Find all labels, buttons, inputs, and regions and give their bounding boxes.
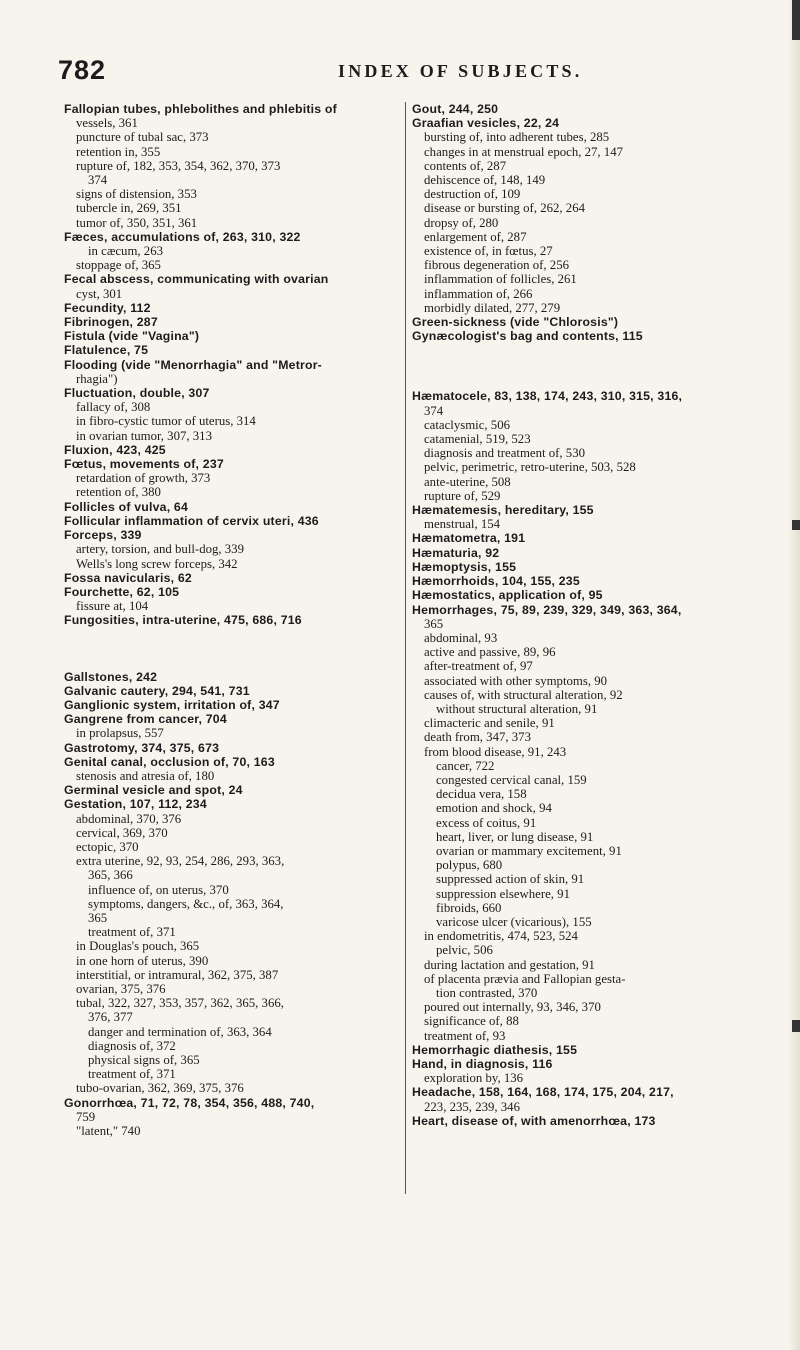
index-entry: Gout, 244, 250 [412,102,499,116]
index-entry: Fallopian tubes, phlebolithes and phlebitis of [64,102,337,116]
index-entry: Heart, disease of, with amenorrhœa, 173 [412,1113,656,1128]
index-entry: Green-sickness (vide "Chlorosis") [412,315,619,330]
binding-shadow [792,520,800,530]
index-subentry: associated with other symptoms, 90 [424,673,608,688]
index-subentry: tion contrasted, 370 [436,985,538,1000]
index-entry: Flooding (vide "Menorrhagia" and "Metror- [64,357,322,372]
index-subentry: climacteric and senile, 91 [424,716,555,731]
index-subentry: changes in at menstrual epoch, 27, 147 [424,144,624,159]
index-subentry: in prolapsus, 557 [76,726,164,741]
index-subentry: Wells's long screw forceps, 342 [76,556,238,571]
binding-shadow [792,1020,800,1032]
index-entry: Fossa navicularis, 62 [64,570,192,585]
index-subentry: inflammation of follicles, 261 [424,272,577,287]
running-title: INDEX OF SUBJECTS. [338,61,583,81]
index-entry: Follicles of vulva, 64 [64,499,189,514]
index-subentry: cataclysmic, 506 [424,417,510,432]
index-subentry: "latent," 740 [76,1124,141,1139]
index-entry: Fæces, accumulations of, 263, 310, 322 [64,229,301,244]
index-subentry: 376, 377 [88,1010,133,1025]
index-entry: Fluxion, 423, 425 [64,442,166,457]
index-subentry: polypus, 680 [436,858,503,873]
index-entry: Headache, 158, 164, 168, 174, 175, 204, 217, [412,1085,674,1100]
index-subentry: bursting of, into adherent tubes, 285 [424,130,610,145]
index-subentry: cervical, 369, 370 [76,825,168,840]
index-subentry: symptoms, dangers, &c., of, 363, 364, [88,896,284,911]
index-subentry: active and passive, 89, 96 [424,645,556,660]
index-subentry: fibroids, 660 [436,900,502,915]
index-entry: Hæmatocele, 83, 138, 174, 243, 310, 315, 316, [412,389,683,404]
index-subentry: in ovarian tumor, 307, 313 [76,428,212,443]
index-subentry: ectopic, 370 [76,839,139,854]
index-subentry: abdominal, 370, 376 [76,811,182,826]
index-subentry: in fibro-cystic tumor of uterus, 314 [76,414,256,429]
index-subentry: tumor of, 350, 351, 361 [76,215,198,230]
section-gap [412,343,764,389]
index-subentry: in one horn of uterus, 390 [76,953,209,968]
index-subentry: 365, 366 [88,868,133,883]
binding-shadow [792,0,800,40]
index-subentry: death from, 347, 373 [424,730,531,745]
index-subentry: diagnosis and treatment of, 530 [424,446,585,461]
index-subentry: diagnosis of, 372 [88,1038,176,1053]
index-subentry: ovarian or mammary excitement, 91 [436,843,622,858]
index-subentry: inflammation of, 266 [424,286,533,301]
index-subentry: 365 [424,616,444,631]
index-entry: Gonorrhœa, 71, 72, 78, 354, 356, 488, 740, [64,1095,315,1110]
index-subentry: extra uterine, 92, 93, 254, 286, 293, 363, [76,854,285,869]
page-header [55,55,755,95]
index-entry: Gallstones, 242 [64,669,158,684]
index-subentry: during lactation and gestation, 91 [424,957,595,972]
index-subentry: enlargement of, 287 [424,229,527,244]
index-subentry: rupture of, 529 [424,488,501,503]
index-subentry: cancer, 722 [436,758,495,773]
index-entry: Gestation, 107, 112, 234 [64,797,207,812]
index-subentry: 223, 235, 239, 346 [424,1099,520,1114]
section-gap [64,628,404,670]
index-entry: Hæmatemesis, hereditary, 155 [412,503,594,518]
index-subentry: heart, liver, or lung disease, 91 [436,829,594,844]
index-subentry: suppressed action of skin, 91 [436,872,585,887]
index-subentry: varicose ulcer (vicarious), 155 [436,914,592,929]
index-subentry: danger and termination of, 363, 364 [88,1024,272,1039]
index-subentry: rupture of, 182, 353, 354, 362, 370, 373 [76,158,281,173]
index-subentry: destruction of, 109 [424,187,521,202]
index-entry: Gangrene from cancer, 704 [64,712,227,727]
index-entry: Fungosities, intra-uterine, 475, 686, 716 [64,613,302,628]
index-subentry: treatment of, 371 [88,1067,176,1082]
index-entry: Hæmatometra, 191 [412,531,526,546]
index-subentry: retention in, 355 [76,144,161,159]
index-entry: Hemorrhagic diathesis, 155 [412,1042,578,1057]
index-entry: Hæmaturia, 92 [412,545,500,560]
index-subentry: excess of coitus, 91 [436,815,537,830]
index-subentry: tubal, 322, 327, 353, 357, 362, 365, 366, [76,996,284,1011]
index-subentry: treatment of, 371 [88,925,176,940]
index-subentry: morbidly dilated, 277, 279 [424,300,561,315]
index-subentry: abdominal, 93 [424,630,498,645]
page-binding-edge [790,0,800,1350]
index-subentry: 374 [88,173,108,188]
index-entry: Hemorrhages, 75, 89, 239, 329, 349, 363, 364, [412,602,682,617]
index-subentry: from blood disease, 91, 243 [424,744,567,759]
index-subentry: decidua vera, 158 [436,787,527,802]
index-subentry: in Douglas's pouch, 365 [76,939,200,954]
index-subentry: puncture of tubal sac, 373 [76,130,209,145]
index-subentry: tubo-ovarian, 362, 369, 375, 376 [76,1081,244,1096]
index-subentry: stenosis and atresia of, 180 [76,768,215,783]
index-subentry: retention of, 380 [76,485,161,500]
index-entry: Fecundity, 112 [64,300,151,315]
index-subentry: poured out internally, 93, 346, 370 [424,1000,601,1015]
index-subentry: without structural alteration, 91 [436,701,598,716]
page-number: 782 [58,55,107,85]
index-entry: Fourchette, 62, 105 [64,584,180,599]
index-subentry: 365 [88,910,108,925]
index-entry: Hæmorrhoids, 104, 155, 235 [412,574,580,589]
index-entry: Ganglionic system, irritation of, 347 [64,697,280,712]
index-subentry: 374 [424,403,444,418]
index-entry: Fibrinogen, 287 [64,315,158,330]
index-subentry: fallacy of, 308 [76,400,151,415]
index-subentry: ante-uterine, 508 [424,474,511,489]
index-subentry: in cæcum, 263 [88,244,163,259]
index-subentry: stoppage of, 365 [76,258,161,273]
index-subentry: emotion and shock, 94 [436,801,552,816]
index-subentry: dropsy of, 280 [424,215,499,230]
index-entry: Hand, in diagnosis, 116 [412,1057,553,1071]
index-subentry: signs of distension, 353 [76,187,197,202]
column-divider [405,102,406,1194]
index-subentry: congested cervical canal, 159 [436,772,587,787]
index-entry: Forceps, 339 [64,528,142,543]
index-subentry: cyst, 301 [76,286,123,301]
right-column [412,102,764,1128]
index-entry: Graafian vesicles, 22, 24 [412,116,560,131]
index-entry: Flatulence, 75 [64,343,149,358]
index-subentry: fibrous degeneration of, 256 [424,258,569,273]
index-subentry: menstrual, 154 [424,517,501,532]
index-subentry: treatment of, 93 [424,1028,506,1043]
index-entry: Gynæcologist's bag and contents, 115 [412,329,643,344]
index-subentry: exploration by, 136 [424,1071,524,1086]
index-entry: Gastrotomy, 374, 375, 673 [64,740,220,755]
index-subentry: rhagia") [76,371,118,386]
index-subentry: ovarian, 375, 376 [76,981,166,996]
index-entry: Hæmostatics, application of, 95 [412,588,603,603]
index-subentry: vessels, 361 [76,116,138,131]
index-subentry: influence of, on uterus, 370 [88,882,229,897]
index-subentry: retardation of growth, 373 [76,471,211,486]
index-entry: Genital canal, occlusion of, 70, 163 [64,754,275,769]
index-subentry: pelvic, perimetric, retro-uterine, 503, 528 [424,460,636,475]
index-subentry: causes of, with structural alteration, 92 [424,687,623,702]
index-entry: Galvanic cautery, 294, 541, 731 [64,683,250,698]
index-subentry: contents of, 287 [424,158,507,173]
left-column [64,102,404,1138]
index-subentry: catamenial, 519, 523 [424,432,531,447]
index-subentry: fissure at, 104 [76,599,149,614]
index-subentry: 759 [76,1109,96,1124]
index-subentry: of placenta prævia and Fallopian gesta- [424,971,626,986]
index-entry: Fluctuation, double, 307 [64,386,210,401]
index-subentry: existence of, in fœtus, 27 [424,244,553,259]
index-entry: Germinal vesicle and spot, 24 [64,783,243,798]
index-subentry: tubercle in, 269, 351 [76,201,182,216]
index-subentry: significance of, 88 [424,1014,519,1029]
index-entry: Follicular inflammation of cervix uteri, 436 [64,513,319,528]
index-entry: Fistula (vide "Vagina") [64,329,200,344]
index-subentry: artery, torsion, and bull-dog, 339 [76,542,244,557]
index-entry: Fecal abscess, communicating with ovarian [64,272,329,287]
index-subentry: physical signs of, 365 [88,1053,200,1067]
index-subentry: suppression elsewhere, 91 [436,886,570,901]
index-subentry: interstitial, or intramural, 362, 375, 387 [76,967,279,982]
index-entry: Hæmoptysis, 155 [412,559,517,574]
index-subentry: in endometritis, 474, 523, 524 [424,929,578,944]
index-subentry: disease or bursting of, 262, 264 [424,201,586,216]
index-subentry: pelvic, 506 [436,943,493,958]
index-entry: Fœtus, movements of, 237 [64,457,224,472]
index-subentry: dehiscence of, 148, 149 [424,173,546,188]
index-subentry: after-treatment of, 97 [424,659,533,674]
